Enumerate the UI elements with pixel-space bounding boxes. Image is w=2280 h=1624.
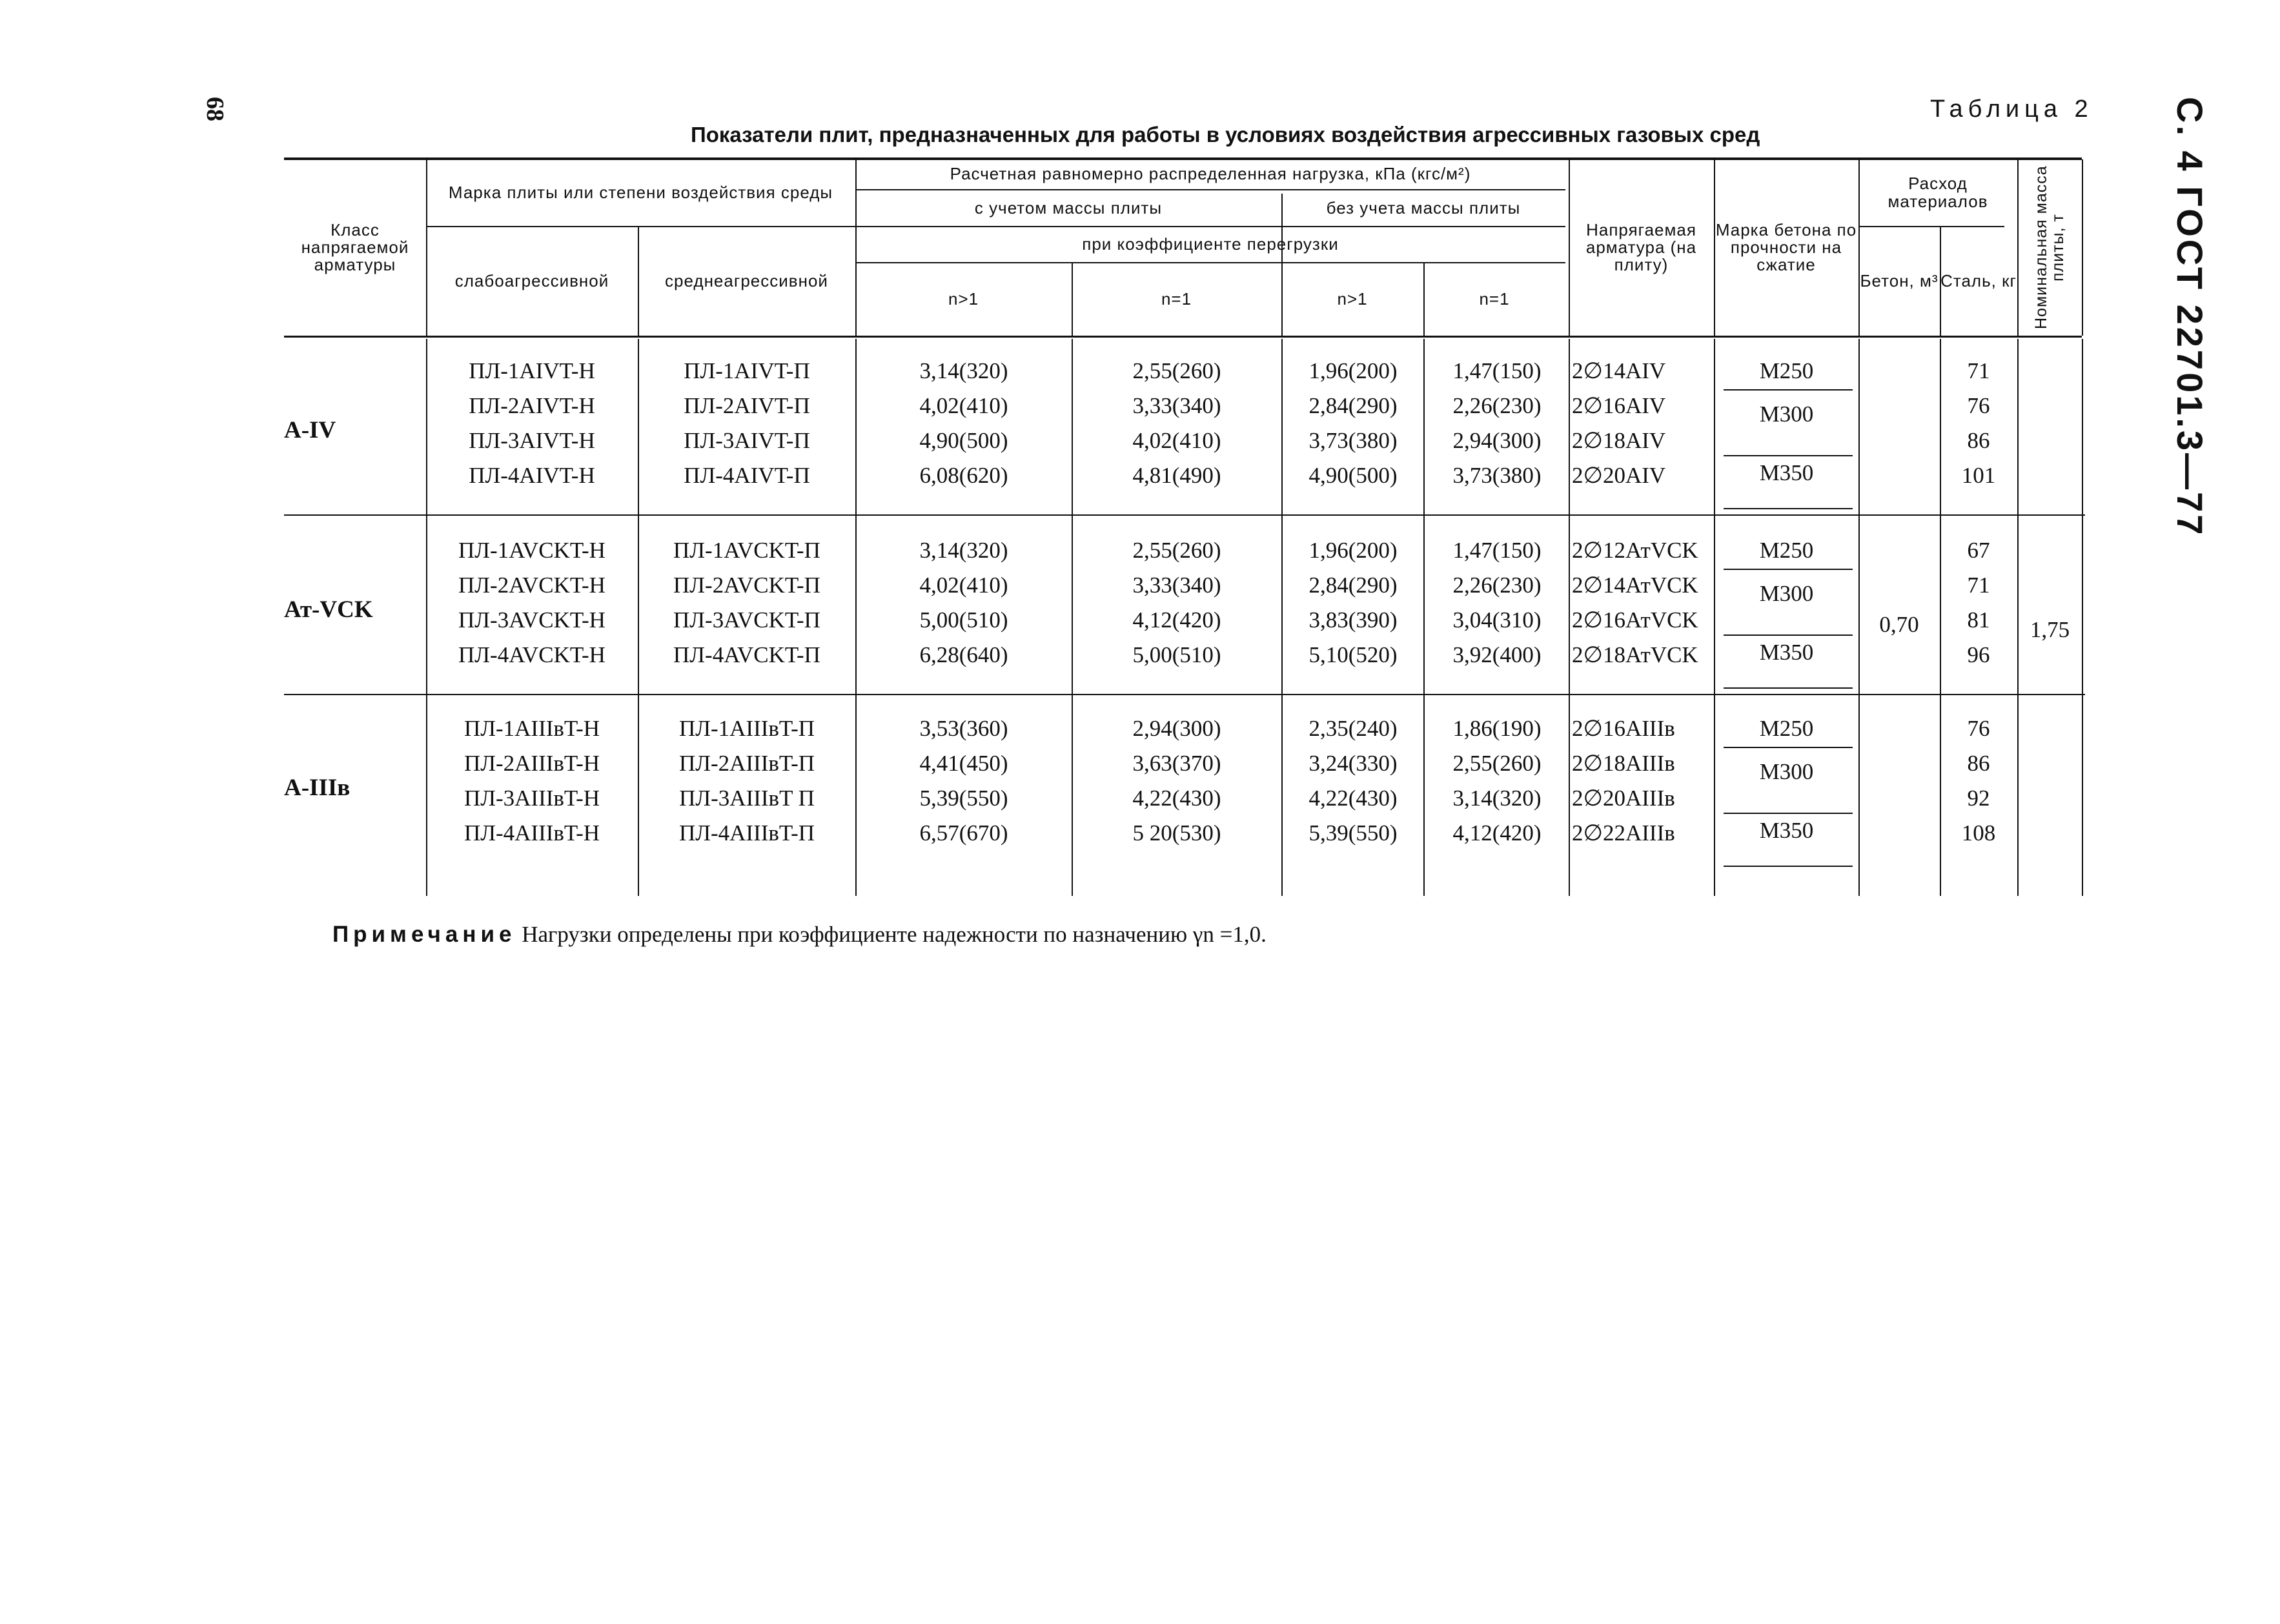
mark-medium: ПЛ-4AIIIвT-П bbox=[678, 820, 815, 846]
grade-underline bbox=[1724, 813, 1853, 814]
header-rebar-text: Напрягаемая арматура (на плиту) bbox=[1585, 219, 1697, 275]
rebar-value: 2∅12АтVCK bbox=[1572, 538, 1698, 563]
rebar-value: 2∅14AIV bbox=[1572, 358, 1666, 383]
header-load-text: Расчетная равномерно распределенная нагрузка, кПа (кгс/м²) bbox=[950, 164, 1471, 184]
steel-value: 81 bbox=[1967, 607, 1990, 633]
mark-medium: ПЛ-4AVCKT-П bbox=[673, 642, 820, 667]
header-with-mass bbox=[855, 190, 1281, 226]
header-bottom-rule bbox=[284, 336, 2082, 338]
load-with-mass-n-eq-1: 3,63(370) bbox=[1132, 751, 1221, 776]
header-nominal-mass-text: Номинальная масса плиты, т bbox=[2031, 165, 2067, 330]
load-without-mass-n-gt-1: 1,96(200) bbox=[1308, 358, 1398, 383]
page-number: 68 bbox=[201, 97, 229, 121]
mark-medium: ПЛ-1AVCKT-П bbox=[673, 538, 820, 563]
group-separator-2 bbox=[284, 694, 2085, 695]
body-vline-9 bbox=[1940, 339, 1941, 896]
steel-value: 71 bbox=[1967, 358, 1990, 383]
load-with-mass-n-gt-1: 6,28(640) bbox=[919, 642, 1008, 667]
rebar-value: 2∅22AIIIв bbox=[1572, 820, 1675, 846]
grade-underline bbox=[1724, 747, 1853, 748]
body-vline-10 bbox=[2017, 339, 2019, 896]
body-vline-0 bbox=[426, 339, 427, 896]
load-with-mass-n-gt-1: 3,53(360) bbox=[919, 716, 1008, 741]
mark-weak: ПЛ-4AIIIвT-Н bbox=[463, 820, 600, 846]
concrete-grade-value: M250 bbox=[1759, 538, 1814, 563]
mark-weak: ПЛ-1AIIIвT-Н bbox=[463, 716, 600, 741]
mark-medium: ПЛ-4AIVT-П bbox=[684, 463, 810, 488]
mark-weak: ПЛ-3AIVT-Н bbox=[469, 428, 595, 453]
body-vline-2 bbox=[855, 339, 857, 896]
load-without-mass-n-eq-1: 3,73(380) bbox=[1452, 463, 1542, 488]
header-nominal-mass bbox=[2017, 159, 2082, 336]
grade-underline bbox=[1724, 508, 1853, 509]
grade-underline bbox=[1724, 866, 1853, 867]
rebar-value: 2∅16АтVCK bbox=[1572, 607, 1698, 633]
body-vline-11 bbox=[2082, 339, 2083, 896]
rebar-value: 2∅16AIV bbox=[1572, 393, 1666, 418]
body-vline-5 bbox=[1423, 339, 1425, 896]
concrete-grade-value: M300 bbox=[1759, 401, 1814, 427]
mark-weak: ПЛ-4AIVT-Н bbox=[469, 463, 595, 488]
rebar-value: 2∅20AIV bbox=[1572, 463, 1666, 488]
mark-weak: ПЛ-4AVCKT-Н bbox=[458, 642, 606, 667]
table-note bbox=[332, 922, 1267, 948]
load-with-mass-n-gt-1: 4,02(410) bbox=[919, 573, 1008, 598]
mark-weak: ПЛ-2AIVT-Н bbox=[469, 393, 595, 418]
header-n2-a bbox=[1072, 263, 1281, 336]
steel-value: 96 bbox=[1967, 642, 1990, 667]
mark-medium: ПЛ-1AIVT-П bbox=[684, 358, 810, 383]
class-label: A-IIIв bbox=[284, 775, 351, 801]
load-with-mass-n-eq-1: 5,00(510) bbox=[1132, 642, 1221, 667]
load-without-mass-n-gt-1: 3,73(380) bbox=[1308, 428, 1398, 453]
header-without-mass-text: без учета массы плиты bbox=[1326, 198, 1521, 218]
load-without-mass-n-eq-1: 3,04(310) bbox=[1452, 607, 1542, 633]
nominal-mass-value: 1,75 bbox=[2030, 617, 2070, 642]
load-with-mass-n-gt-1: 5,00(510) bbox=[919, 607, 1008, 633]
running-header: С. 4 ГОСТ 22701.3—77 bbox=[2170, 97, 2210, 538]
grade-underline bbox=[1724, 389, 1853, 391]
note-lead: Примечание bbox=[332, 922, 516, 947]
header-steel-text: Сталь, кг bbox=[1940, 271, 2017, 291]
load-with-mass-n-eq-1: 4,22(430) bbox=[1132, 786, 1221, 811]
load-with-mass-n-gt-1: 4,41(450) bbox=[919, 751, 1008, 776]
load-without-mass-n-eq-1: 4,12(420) bbox=[1452, 820, 1542, 846]
steel-value: 92 bbox=[1967, 786, 1990, 811]
header-steel bbox=[1940, 227, 2017, 336]
load-without-mass-n-gt-1: 2,84(290) bbox=[1308, 393, 1398, 418]
header-consumption bbox=[1858, 159, 2017, 226]
header-load bbox=[855, 159, 1565, 189]
header-coef bbox=[855, 227, 1565, 262]
mark-medium: ПЛ-2AIIIвT-П bbox=[678, 751, 815, 776]
rebar-value: 2∅18AIIIв bbox=[1572, 751, 1675, 776]
mark-medium: ПЛ-1AIIIвT-П bbox=[678, 716, 815, 741]
body-vline-6 bbox=[1569, 339, 1570, 896]
load-with-mass-n-gt-1: 4,90(500) bbox=[919, 428, 1008, 453]
steel-value: 108 bbox=[1961, 820, 1996, 846]
load-without-mass-n-gt-1: 5,10(520) bbox=[1308, 642, 1398, 667]
body-vline-4 bbox=[1281, 339, 1283, 896]
table-label: Таблица 2 bbox=[1930, 96, 2093, 123]
mark-weak: ПЛ-1AIVT-Н bbox=[469, 358, 595, 383]
load-without-mass-n-gt-1: 3,24(330) bbox=[1308, 751, 1398, 776]
rebar-value: 2∅16AIIIв bbox=[1572, 716, 1675, 741]
load-with-mass-n-eq-1: 2,55(260) bbox=[1132, 538, 1221, 563]
steel-value: 86 bbox=[1967, 751, 1990, 776]
load-with-mass-n-eq-1: 5 20(530) bbox=[1132, 820, 1221, 846]
header-vline-11 bbox=[2082, 159, 2083, 336]
group-separator-1 bbox=[284, 514, 2085, 516]
class-label: A-IV bbox=[284, 417, 336, 443]
rebar-value: 2∅14АтVCK bbox=[1572, 573, 1698, 598]
steel-value: 76 bbox=[1967, 716, 1990, 741]
grade-underline bbox=[1724, 455, 1853, 456]
load-with-mass-n-gt-1: 6,57(670) bbox=[919, 820, 1008, 846]
load-without-mass-n-eq-1: 2,26(230) bbox=[1452, 393, 1542, 418]
mark-weak: ПЛ-1AVCKT-Н bbox=[458, 538, 606, 563]
load-with-mass-n-eq-1: 3,33(340) bbox=[1132, 573, 1221, 598]
header-concrete-grade bbox=[1714, 159, 1858, 336]
table-title: Показатели плит, предназначенных для работы в условиях воздействия агрессивных газовых сред bbox=[691, 123, 1760, 147]
load-with-mass-n-eq-1: 4,81(490) bbox=[1132, 463, 1221, 488]
steel-value: 71 bbox=[1967, 573, 1990, 598]
load-without-mass-n-gt-1: 2,35(240) bbox=[1308, 716, 1398, 741]
class-label: Ат-VCK bbox=[284, 596, 373, 623]
load-with-mass-n-gt-1: 4,02(410) bbox=[919, 393, 1008, 418]
steel-value: 67 bbox=[1967, 538, 1990, 563]
mark-medium: ПЛ-3AIVT-П bbox=[684, 428, 810, 453]
load-without-mass-n-eq-1: 3,92(400) bbox=[1452, 642, 1542, 667]
load-with-mass-n-gt-1: 5,39(550) bbox=[919, 786, 1008, 811]
header-n2-b-text: n=1 bbox=[1479, 289, 1510, 309]
load-without-mass-n-gt-1: 2,84(290) bbox=[1308, 573, 1398, 598]
header-n2-b bbox=[1423, 263, 1565, 336]
concrete-grade-value: M350 bbox=[1759, 818, 1814, 843]
header-class bbox=[284, 159, 426, 336]
concrete-grade-value: M250 bbox=[1759, 716, 1814, 741]
concrete-grade-value: M300 bbox=[1759, 759, 1814, 784]
steel-value: 76 bbox=[1967, 393, 1990, 418]
load-without-mass-n-eq-1: 1,47(150) bbox=[1452, 538, 1542, 563]
mark-medium: ПЛ-2AVCKT-П bbox=[673, 573, 820, 598]
header-n1-b bbox=[1281, 263, 1423, 336]
note-text: Нагрузки определены при коэффициенте надежности по назначению γn =1,0. bbox=[516, 922, 1267, 947]
rebar-value: 2∅20AIIIв bbox=[1572, 786, 1675, 811]
load-without-mass-n-gt-1: 5,39(550) bbox=[1308, 820, 1398, 846]
concrete-grade-value: M300 bbox=[1759, 581, 1814, 606]
load-with-mass-n-eq-1: 2,55(260) bbox=[1132, 358, 1221, 383]
body-vline-1 bbox=[638, 339, 639, 896]
mark-weak: ПЛ-3AIIIвT-Н bbox=[463, 786, 600, 811]
mark-weak: ПЛ-3AVCKT-Н bbox=[458, 607, 606, 633]
header-concrete-vol bbox=[1858, 227, 1940, 336]
header-class-text: Класс напрягаемой арматуры bbox=[301, 219, 409, 275]
body-vline-8 bbox=[1858, 339, 1860, 896]
header-concrete-grade-text: Марка бетона по прочности на сжатие bbox=[1715, 219, 1857, 275]
load-without-mass-n-gt-1: 1,96(200) bbox=[1308, 538, 1398, 563]
mark-medium: ПЛ-2AIVT-П bbox=[684, 393, 810, 418]
header-medium bbox=[638, 227, 855, 336]
load-with-mass-n-gt-1: 3,14(320) bbox=[919, 358, 1008, 383]
load-with-mass-n-eq-1: 4,02(410) bbox=[1132, 428, 1221, 453]
header-coef-text: при коэффициенте перегрузки bbox=[1082, 234, 1339, 254]
header-consumption-text: Расход материалов bbox=[1888, 174, 1988, 211]
body-vline-3 bbox=[1072, 339, 1073, 896]
header-mark-text: Марка плиты или степени воздействия среды bbox=[448, 182, 833, 202]
load-without-mass-n-eq-1: 2,94(300) bbox=[1452, 428, 1542, 453]
load-with-mass-n-gt-1: 3,14(320) bbox=[919, 538, 1008, 563]
load-with-mass-n-eq-1: 2,94(300) bbox=[1132, 716, 1221, 741]
load-without-mass-n-gt-1: 4,90(500) bbox=[1308, 463, 1398, 488]
header-n1-b-text: n>1 bbox=[1337, 289, 1368, 309]
load-with-mass-n-gt-1: 6,08(620) bbox=[919, 463, 1008, 488]
header-without-mass bbox=[1281, 190, 1565, 226]
load-with-mass-n-eq-1: 3,33(340) bbox=[1132, 393, 1221, 418]
load-without-mass-n-eq-1: 2,26(230) bbox=[1452, 573, 1542, 598]
header-n2-a-text: n=1 bbox=[1161, 289, 1192, 309]
body-vline-7 bbox=[1714, 339, 1715, 896]
concrete-grade-value: M350 bbox=[1759, 640, 1814, 665]
header-medium-text: среднеагрессивной bbox=[665, 271, 828, 291]
load-with-mass-n-eq-1: 4,12(420) bbox=[1132, 607, 1221, 633]
concrete-grade-value: M250 bbox=[1759, 358, 1814, 383]
steel-value: 86 bbox=[1967, 428, 1990, 453]
load-without-mass-n-eq-1: 3,14(320) bbox=[1452, 786, 1542, 811]
header-concrete-vol-text: Бетон, м³ bbox=[1860, 271, 1939, 291]
header-weak bbox=[426, 227, 638, 336]
load-without-mass-n-eq-1: 1,86(190) bbox=[1452, 716, 1542, 741]
concrete-grade-value: M350 bbox=[1759, 460, 1814, 485]
header-n1-a-text: n>1 bbox=[948, 289, 979, 309]
mark-weak: ПЛ-2AIIIвT-Н bbox=[463, 751, 600, 776]
header-weak-text: слабоагрессивной bbox=[454, 271, 609, 291]
header-rebar bbox=[1569, 159, 1714, 336]
load-without-mass-n-gt-1: 4,22(430) bbox=[1308, 786, 1398, 811]
load-without-mass-n-eq-1: 1,47(150) bbox=[1452, 358, 1542, 383]
mark-medium: ПЛ-3AVCKT-П bbox=[673, 607, 820, 633]
grade-underline bbox=[1724, 569, 1853, 570]
header-with-mass-text: с учетом массы плиты bbox=[974, 198, 1163, 218]
grade-underline bbox=[1724, 634, 1853, 636]
load-without-mass-n-eq-1: 2,55(260) bbox=[1452, 751, 1542, 776]
mark-weak: ПЛ-2AVCKT-Н bbox=[458, 573, 606, 598]
load-without-mass-n-gt-1: 3,83(390) bbox=[1308, 607, 1398, 633]
rebar-value: 2∅18AIV bbox=[1572, 428, 1666, 453]
grade-underline bbox=[1724, 687, 1853, 689]
header-mark bbox=[426, 159, 855, 226]
header-n1-a bbox=[855, 263, 1072, 336]
rebar-value: 2∅18АтVCK bbox=[1572, 642, 1698, 667]
mark-medium: ПЛ-3AIIIвT П bbox=[679, 786, 815, 811]
steel-value: 101 bbox=[1961, 463, 1996, 488]
concrete-volume-value: 0,70 bbox=[1879, 612, 1919, 637]
